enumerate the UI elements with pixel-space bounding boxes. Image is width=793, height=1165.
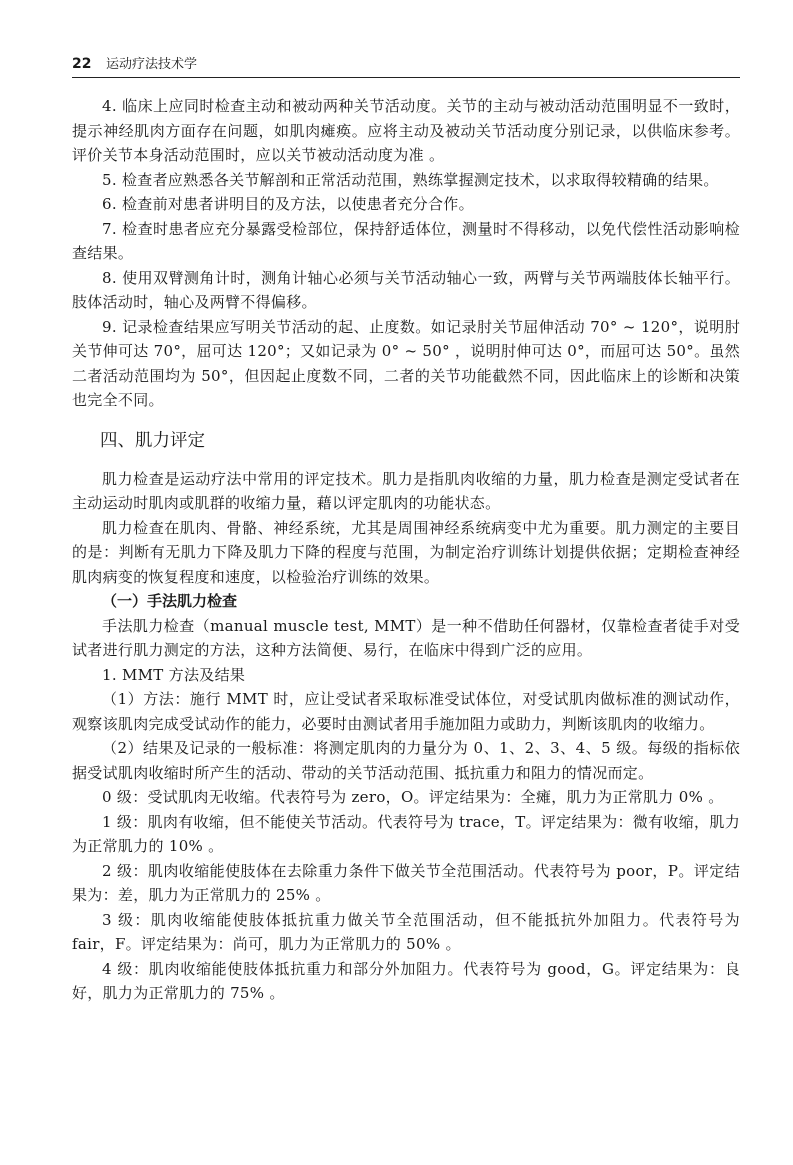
paragraph: （1）方法：施行 MMT 时，应让受试者采取标准受试体位，对受试肌肉做标准的测试动作，观察该肌肉完成受试动作的能力，必要时由测试者用手施加阻力或助力，判断该肌肉的收缩力。 bbox=[72, 690, 740, 733]
paragraph: 4 级：肌肉收缩能使肢体抵抗重力和部分外加阻力。代表符号为 good，G。评定结果为：良好，肌力为正常肌力的 75% 。 bbox=[72, 959, 740, 1002]
paragraph: 手法肌力检查（manual muscle test, MMT）是一种不借助任何器材，仅靠检查者徒手对受试者进行肌力测定的方法，这种方法简便、易行，在临床中得到广泛的应用。 bbox=[72, 616, 740, 659]
paragraph: 4. 临床上应同时检查主动和被动两种关节活动度。关节的主动与被动活动范围明显不一致时，提示神经肌肉方面存在问题，如肌肉瘫痪。应将主动及被动关节活动度分别记录，以供临床参考。评价关节本身活动范围时，应以关节被动活动度为准 。 bbox=[72, 97, 740, 164]
paragraph: 2 级：肌肉收缩能使肢体在去除重力条件下做关节全范围活动。代表符号为 poor，P。评定结果为：差，肌力为正常肌力的 25% 。 bbox=[72, 861, 740, 904]
paragraph: 5. 检查者应熟悉各关节解剖和正常活动范围，熟练掌握测定技术，以求取得较精确的结果。 bbox=[102, 170, 719, 189]
book-title: 运动疗法技术学 bbox=[106, 57, 198, 72]
paragraph: 肌力检查在肌肉、骨骼、神经系统，尤其是周围神经系统病变中尤为重要。肌力测定的主要目的是：判断有无肌力下降及肌力下降的程度与范围，为制定治疗训练计划提供依据；定期检查神经肌肉病变的恢复程度和速度，以检验治疗训练的效果。 bbox=[72, 518, 740, 586]
paragraph: 肌力检查是运动疗法中常用的评定技术。肌力是指肌肉收缩的力量，肌力检查是测定受试者在主动运动时肌肉或肌群的收缩力量，藉以评定肌肉的功能状态。 bbox=[72, 469, 740, 512]
paragraph: 3 级：肌肉收缩能使肢体抵抗重力做关节全范围活动，但不能抵抗外加阻力。代表符号为 fair，F。评定结果为：尚可，肌力为正常肌力的 50% 。 bbox=[72, 910, 740, 953]
page-number: 22 bbox=[72, 56, 92, 72]
paragraph: 1. MMT 方法及结果 bbox=[102, 665, 246, 684]
header-rule bbox=[72, 77, 740, 78]
subsection-heading: （一）手法肌力检查 bbox=[102, 592, 238, 610]
paragraph: 8. 使用双臂测角计时，测角计轴心必须与关节活动轴心一致，两臂与关节两端肢体长轴平行。肢体活动时，轴心及两臂不得偏移。 bbox=[72, 268, 740, 311]
paragraph: 6. 检查前对患者讲明目的及方法，以使患者充分合作。 bbox=[102, 195, 474, 213]
paragraph: 7. 检查时患者应充分暴露受检部位，保持舒适体位，测量时不得移动，以免代偿性活动影响检查结果。 bbox=[72, 219, 740, 262]
paragraph: 0 级：受试肌肉无收缩。代表符号为 zero，O。评定结果为：全瘫，肌力为正常肌力 0% 。 bbox=[102, 788, 724, 806]
section-heading: 四、肌力评定 bbox=[100, 430, 205, 451]
paragraph: 1 级：肌肉有收缩，但不能使关节活动。代表符号为 trace，T。评定结果为：微有收缩，肌力为正常肌力的 10% 。 bbox=[72, 812, 740, 855]
paragraph: （2）结果及记录的一般标准：将测定肌肉的力量分为 0、1、2、3、4、5 级。每级的指标依据受试肌肉收缩时所产生的活动、带动的关节活动范围、抵抗重力和阻力的情况而定。 bbox=[72, 739, 740, 782]
page-body bbox=[72, 94, 740, 1006]
paragraph: 9. 记录检查结果应写明关节活动的起、止度数。如记录肘关节屈伸活动 70° ~ 120°，说明肘关节伸可达 70°，屈可达 120°；又如记录为 0° ~ 50° ，说明肘伸可达 0°，而屈可达 50°。虽然二者活动范围均为 50°，但因起止度数不同，二者的关节功能截然不同，因此临床上的诊断和决策也完全不同。 bbox=[72, 317, 740, 409]
running-header bbox=[72, 55, 740, 79]
